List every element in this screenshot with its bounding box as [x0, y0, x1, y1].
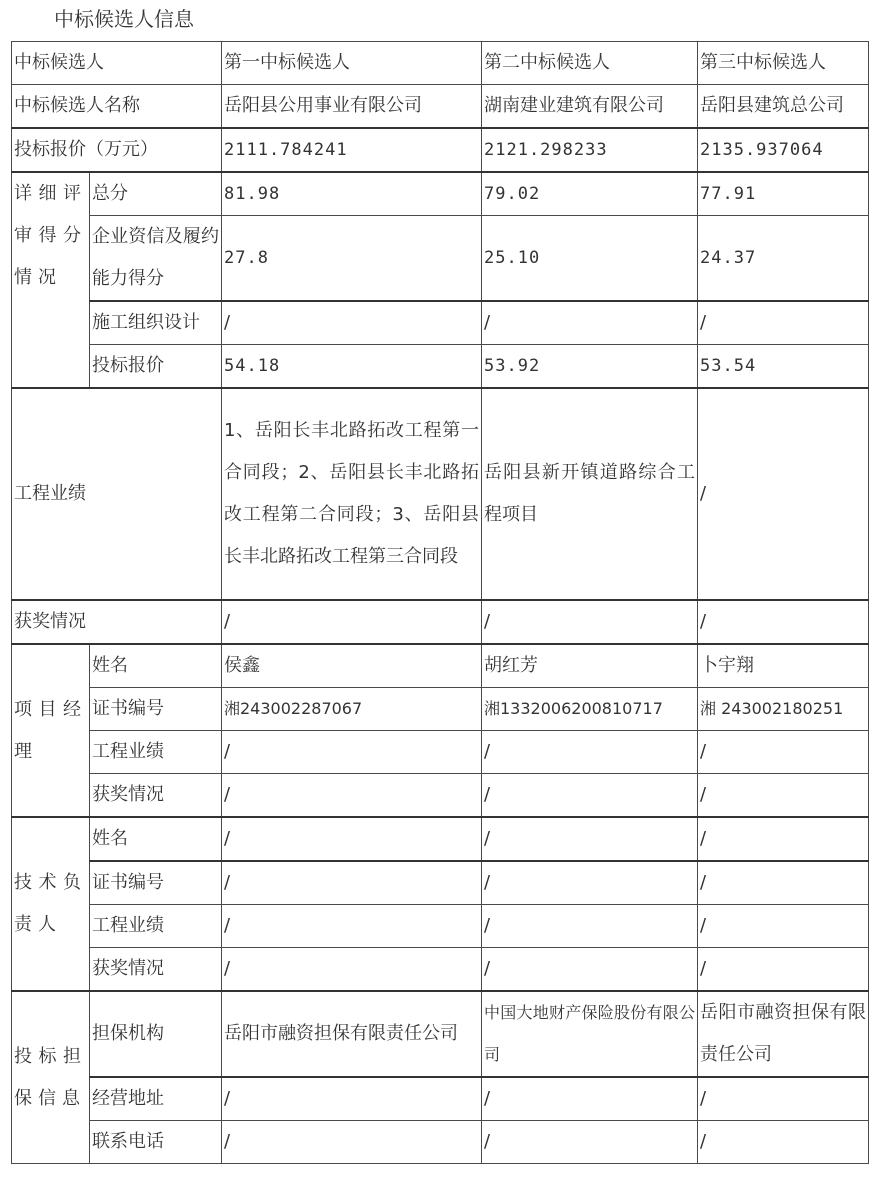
row-label: 担保机构 — [90, 991, 222, 1077]
candidate-2-name: 湖南建业建筑有限公司 — [482, 85, 698, 129]
candidate-table — [11, 41, 869, 1164]
pm-performance-row — [12, 731, 869, 774]
cell-value: / — [698, 301, 869, 345]
tech-name-row — [12, 817, 869, 861]
cell-value: / — [482, 301, 698, 345]
cell-value: / — [482, 905, 698, 948]
pm-name-row — [12, 644, 869, 688]
row-label: 证书编号 — [90, 688, 222, 731]
row-label: 工程业绩 — [12, 388, 222, 600]
cell-value: / — [222, 948, 482, 992]
score-price-row — [12, 345, 869, 389]
row-label: 中标候选人名称 — [12, 85, 222, 129]
candidate-name-row — [12, 85, 869, 129]
page-title: 中标候选人信息 — [54, 7, 194, 31]
cell-value: 77.91 — [698, 172, 869, 216]
row-label: 获奖情况 — [12, 600, 222, 644]
cell-value: 中国大地财产保险股份有限公司 — [482, 991, 698, 1077]
cell-value: / — [482, 1077, 698, 1121]
cell-value: / — [698, 774, 869, 818]
cell-value: / — [222, 600, 482, 644]
row-label: 经营地址 — [90, 1077, 222, 1121]
tech-performance-row — [12, 905, 869, 948]
tech-cert-row — [12, 861, 869, 905]
cell-value: 25.10 — [482, 216, 698, 302]
header-label: 中标候选人 — [12, 42, 222, 85]
cell-value: 24.37 — [698, 216, 869, 302]
cell-value: / — [698, 905, 869, 948]
cell-value: 湘243002287067 — [222, 688, 482, 731]
cell-value: 27.8 — [222, 216, 482, 302]
header-candidate-3: 第三中标候选人 — [698, 42, 869, 85]
table-header-row — [12, 42, 869, 85]
cell-value: 侯鑫 — [222, 644, 482, 688]
cell-value: / — [698, 1077, 869, 1121]
score-total-row — [12, 172, 869, 216]
cell-value: 53.54 — [698, 345, 869, 389]
score-group-label: 详细评审得分情况 — [12, 172, 90, 388]
cell-value: / — [698, 1121, 869, 1164]
candidate-3-name: 岳阳县建筑总公司 — [698, 85, 869, 129]
cell-value: 岳阳市融资担保有限责任公司 — [698, 991, 869, 1077]
cell-value: 79.02 — [482, 172, 698, 216]
pm-group-label: 项目经理 — [12, 644, 90, 817]
tech-awards-row — [12, 948, 869, 992]
row-label: 投标报价 — [90, 345, 222, 389]
cell-value: / — [698, 948, 869, 992]
guarantee-group-label: 投标担保信息 — [12, 991, 90, 1164]
cell-value: 湘1332006200810717 — [482, 688, 698, 731]
candidate-1-name: 岳阳县公用事业有限公司 — [222, 85, 482, 129]
header-candidate-2: 第二中标候选人 — [482, 42, 698, 85]
cell-value: / — [222, 905, 482, 948]
row-label: 总分 — [90, 172, 222, 216]
row-label: 获奖情况 — [90, 774, 222, 818]
row-label: 姓名 — [90, 644, 222, 688]
awards-row — [12, 600, 869, 644]
row-label: 姓名 — [90, 817, 222, 861]
cell-value: / — [482, 1121, 698, 1164]
candidate-1-price: 2111.784241 — [222, 128, 482, 172]
guarantee-address-row — [12, 1077, 869, 1121]
row-label: 证书编号 — [90, 861, 222, 905]
row-label: 企业资信及履约能力得分 — [90, 216, 222, 302]
row-label: 施工组织设计 — [90, 301, 222, 345]
candidate-3-performance: / — [698, 388, 869, 600]
row-label: 工程业绩 — [90, 905, 222, 948]
cell-value: / — [698, 600, 869, 644]
cell-value: / — [482, 817, 698, 861]
row-label: 工程业绩 — [90, 731, 222, 774]
cell-value: / — [222, 774, 482, 818]
cell-value: 54.18 — [222, 345, 482, 389]
cell-value: / — [698, 861, 869, 905]
pm-awards-row — [12, 774, 869, 818]
cell-value: / — [698, 817, 869, 861]
cell-value: 卜宇翔 — [698, 644, 869, 688]
cell-value: 53.92 — [482, 345, 698, 389]
candidate-1-performance: 1、岳阳长丰北路拓改工程第一合同段；2、岳阳县长丰北路拓改工程第二合同段；3、岳阳县长丰北路拓改工程第三合同段 — [222, 388, 482, 600]
row-label: 投标报价（万元） — [12, 128, 222, 172]
guarantee-phone-row — [12, 1121, 869, 1164]
guarantee-institution-row — [12, 991, 869, 1077]
cell-value: / — [482, 948, 698, 992]
candidate-2-price: 2121.298233 — [482, 128, 698, 172]
pm-cert-row — [12, 688, 869, 731]
tech-group-label: 技术负责人 — [12, 817, 90, 991]
candidate-3-price: 2135.937064 — [698, 128, 869, 172]
cell-value: 岳阳市融资担保有限责任公司 — [222, 991, 482, 1077]
cell-value: / — [482, 861, 698, 905]
cell-value: / — [482, 600, 698, 644]
row-label: 联系电话 — [90, 1121, 222, 1164]
cell-value: / — [222, 1077, 482, 1121]
cell-value: / — [222, 817, 482, 861]
candidate-2-performance: 岳阳县新开镇道路综合工程项目 — [482, 388, 698, 600]
row-label: 获奖情况 — [90, 948, 222, 992]
score-design-row — [12, 301, 869, 345]
performance-row — [12, 388, 869, 600]
cell-value: / — [222, 861, 482, 905]
cell-value: / — [482, 731, 698, 774]
header-candidate-1: 第一中标候选人 — [222, 42, 482, 85]
bid-price-row — [12, 128, 869, 172]
cell-value: / — [222, 301, 482, 345]
cell-value: / — [482, 774, 698, 818]
cell-value: / — [698, 731, 869, 774]
cell-value: / — [222, 731, 482, 774]
cell-value: 81.98 — [222, 172, 482, 216]
cell-value: / — [222, 1121, 482, 1164]
cell-value: 湘 243002180251 — [698, 688, 869, 731]
cell-value: 胡红芳 — [482, 644, 698, 688]
